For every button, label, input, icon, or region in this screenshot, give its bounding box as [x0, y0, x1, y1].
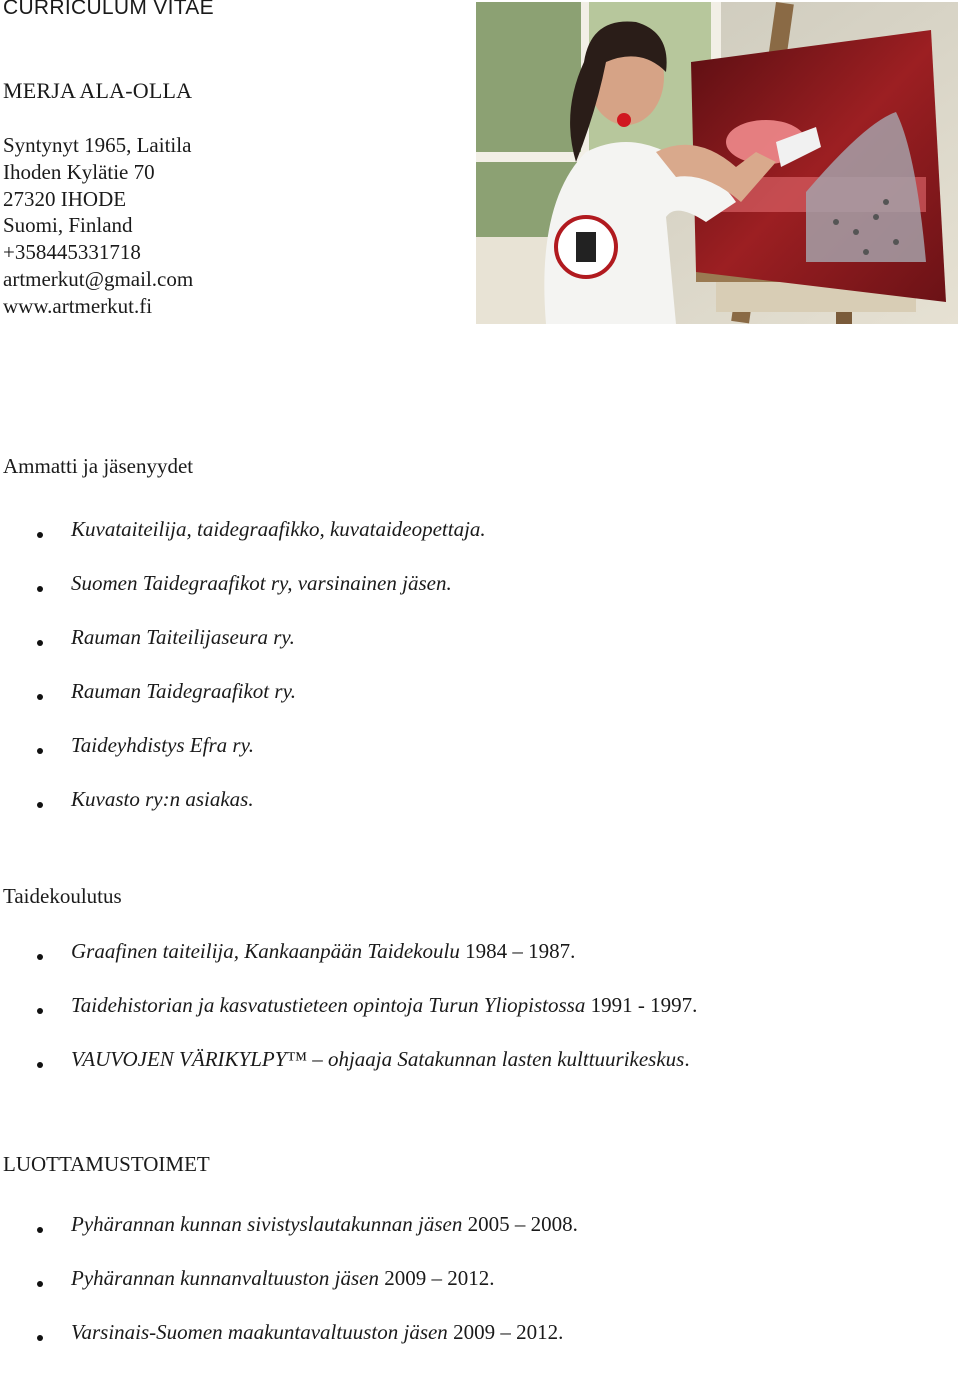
contact-block [3, 132, 193, 320]
bullet-icon [37, 694, 43, 700]
bullet-icon [37, 1281, 43, 1287]
artist-photo-illustration [476, 2, 958, 324]
birth-info: Syntynyt 1965, Laitila [3, 133, 192, 157]
bullet-icon [37, 532, 43, 538]
bullet-icon [37, 1227, 43, 1233]
bullet-icon [37, 586, 43, 592]
bullet-icon [37, 1062, 43, 1068]
bullet-icon [37, 640, 43, 646]
postal-code-city: 27320 IHODE [3, 186, 127, 211]
bullet-icon [37, 802, 43, 808]
artist-photo [476, 2, 958, 324]
section-heading-education: Taidekoulutus [3, 884, 122, 908]
section-heading-trust: LUOTTAMUSTOIMET [3, 1152, 210, 1176]
bullet-icon [37, 954, 43, 960]
bullet-icon [37, 748, 43, 754]
section-heading-profession: Ammatti ja jäsenyydet [3, 454, 194, 478]
country: Suomi, Finland [3, 213, 133, 238]
phone-number: +358445331718 [3, 240, 141, 265]
website-link[interactable]: www.artmerkut.fi [3, 293, 153, 318]
bullet-icon [37, 1008, 43, 1014]
street-address: Ihoden Kylätie 70 [3, 159, 155, 184]
person-name: MERJA ALA-OLLA [3, 78, 193, 103]
bullet-icon [37, 1335, 43, 1341]
email-address[interactable]: artmerkut@gmail.com [3, 266, 194, 291]
document-title: CURRICULUM VITAE [3, 0, 214, 19]
